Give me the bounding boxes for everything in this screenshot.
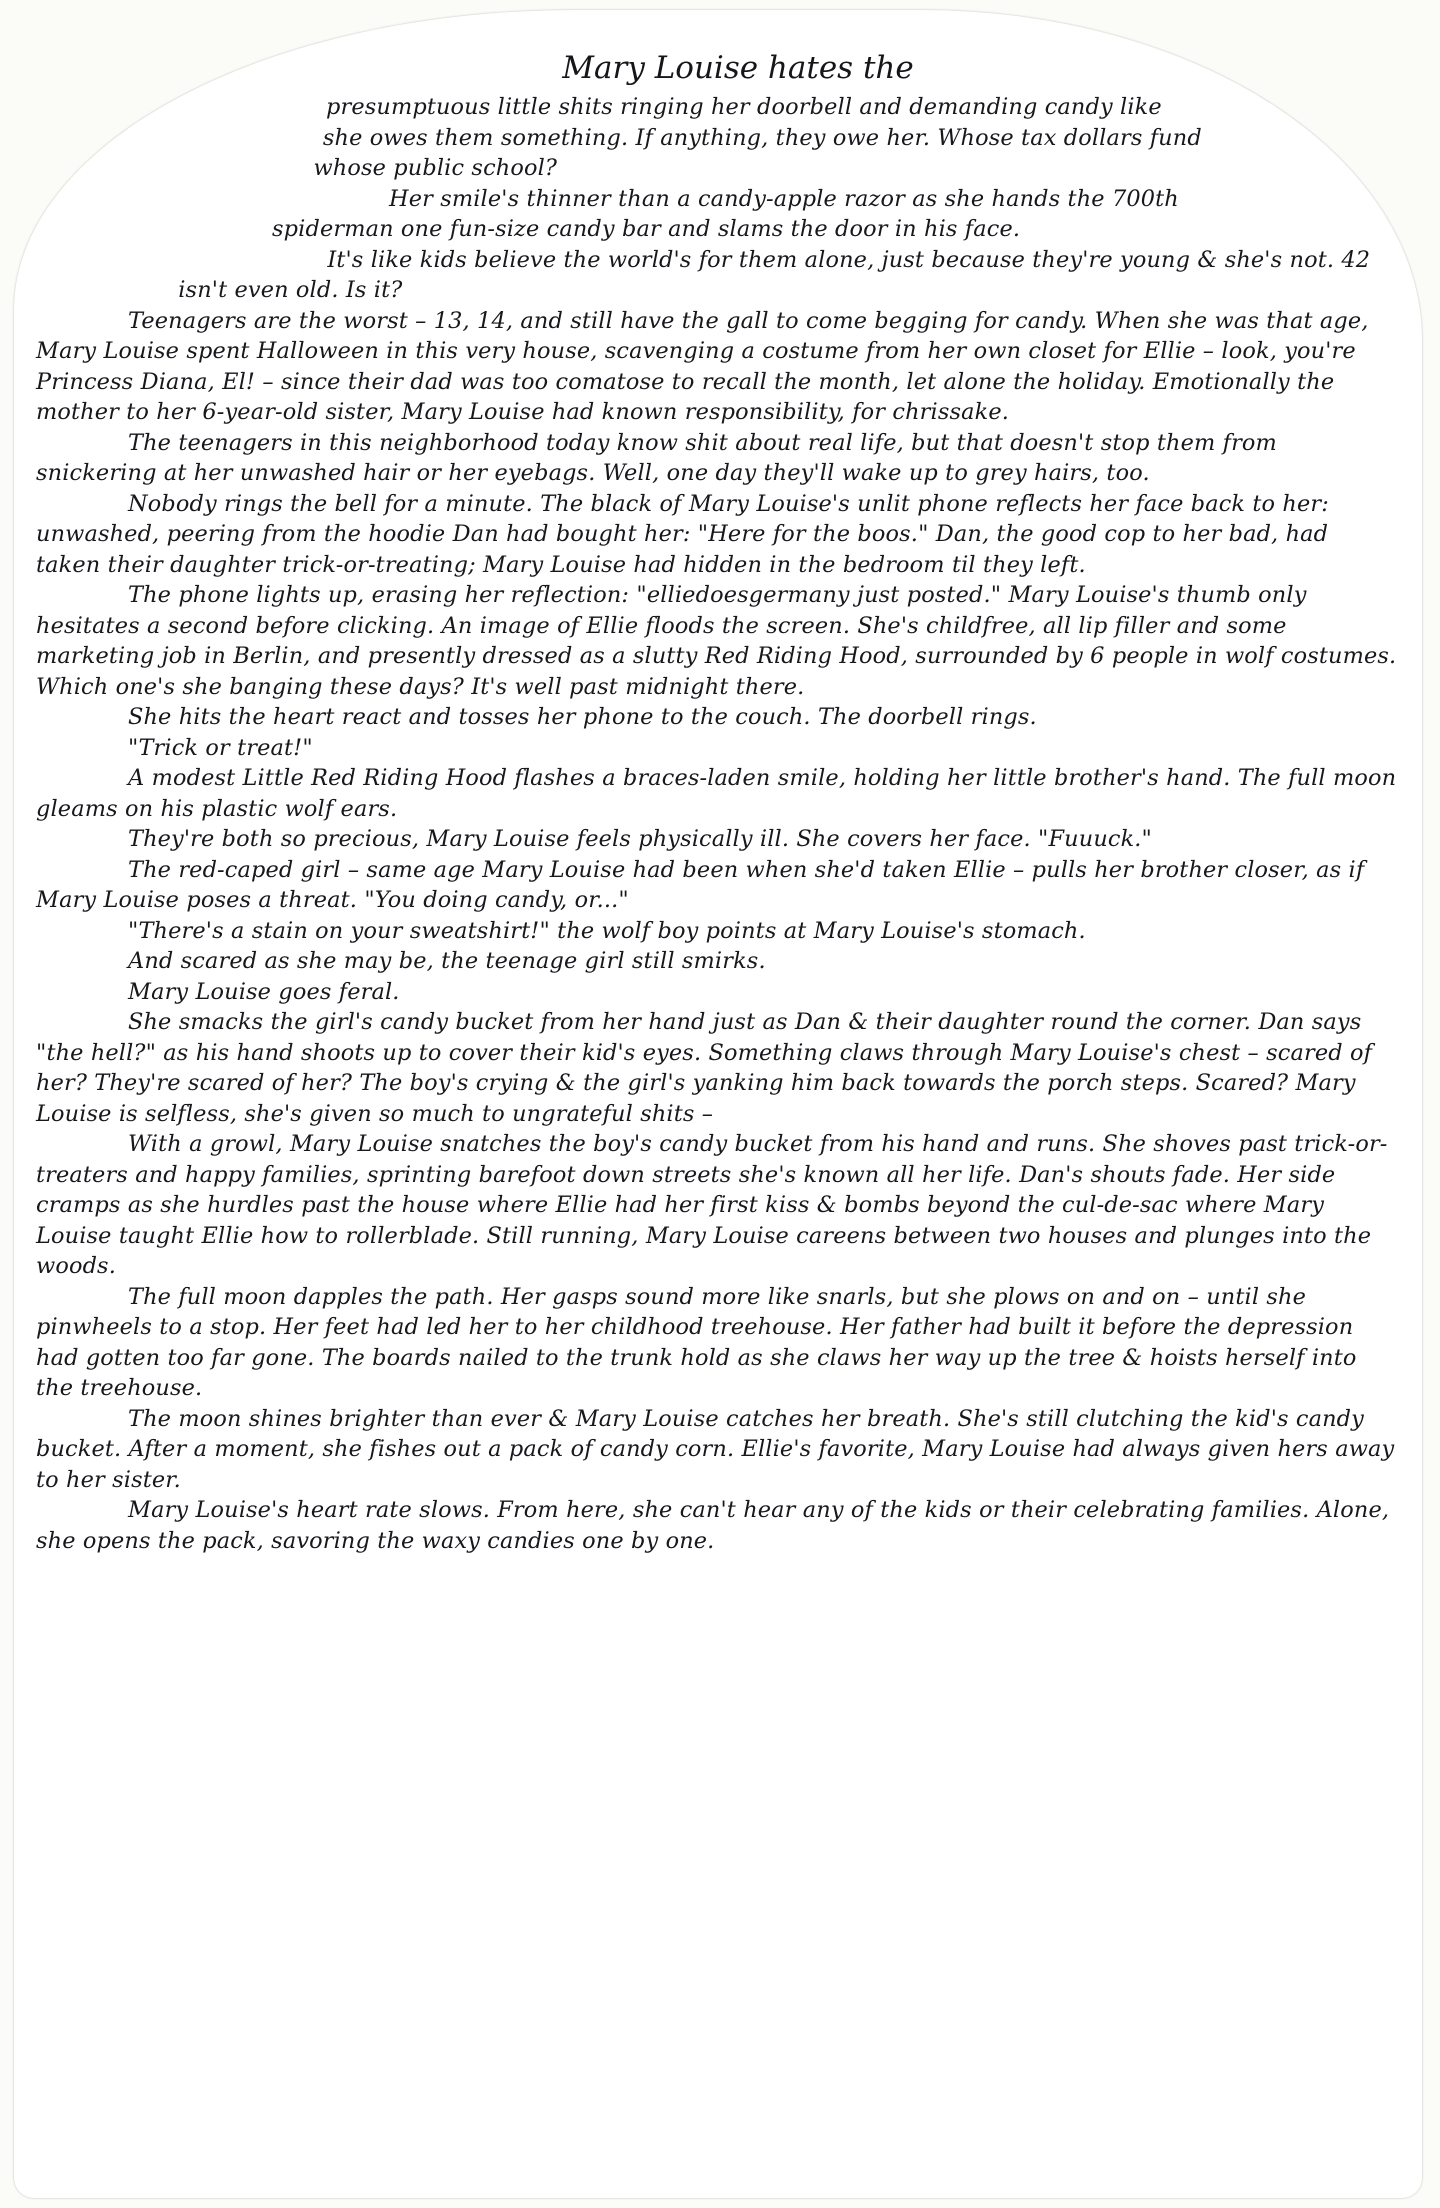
story-paragraph: The teenagers in this neighborhood today know shit about real life, but that doesn't stop them from snickering at her unwashed hair or her eyebags. Well, one day they'll wake up to grey hairs, too.	[36, 429, 1277, 486]
story-paragraph: The phone lights up, erasing her reflection: "elliedoesgermany just posted." Mary Louise's thumb only hesitates a second before clicking. An image of Ellie floods the screen. She's childfree, all lip filler and some marketing job in Berlin, and presently dressed as a slutty Red Riding Hood, surrounded by 6 people in wolf costumes. Which one's she banging these days? It's well past midnight there.	[36, 582, 1397, 700]
story-paragraph: It's like kids believe the world's for them alone, just because they're young & she's not. 42 isn't even old. Is it?	[178, 246, 1371, 303]
page-curve-right	[1208, 92, 1398, 212]
story-paragraph: She hits the heart react and tosses her phone to the couch. The doorbell rings.	[128, 704, 1037, 730]
story-paragraph: A modest Little Red Riding Hood flashes a braces-laden smile, holding her little brother's hand. The full moon gleams on his plastic wolf ears.	[36, 765, 1397, 822]
page-curve-left	[36, 92, 326, 302]
story-paragraph: And scared as she may be, the teenage girl still smirks.	[128, 948, 766, 974]
story-paragraph: Mary Louise goes feral.	[128, 978, 400, 1005]
story-paragraph: "There's a stain on your sweatshirt!" the wolf boy points at Mary Louise's stomach.	[128, 917, 1086, 944]
story-paragraph: They're both so precious, Mary Louise feels physically ill. She covers her face. "Fuuuck."	[128, 826, 1153, 852]
story-card	[14, 10, 1422, 2198]
story-paragraph: Her smile's thinner than a candy-apple razor as she hands the 700th spiderman one fun-size candy bar and slams the door in his face.	[272, 185, 1179, 242]
story-paragraph: Teenagers are the worst – 13, 14, and still have the gall to come begging for candy. When she was that age, Mary Louise spent Halloween in this very house, scavenging a costume from her own closet for Ellie – look, you're Princess Diana, El! – since their dad was too comatose to recall the month, let alone the holiday. Emotionally the mother to her 6-year-old sister, Mary Louise had known responsibility, for chrissake.	[36, 307, 1369, 425]
story-paragraph: "Trick or treat!"	[128, 734, 313, 761]
story-paragraph: With a growl, Mary Louise snatches the boy's candy bucket from his hand and runs. She shoves past trick-or-treaters and happy families, sprinting barefoot down streets she's known all her life. Dan's shouts fade. Her side cramps as she hurdles past the house where Ellie had her first kiss & bombs beyond the cul-de-sac where Mary Louise taught Ellie how to rollerblade. Still running, Mary Louise careens between two houses and plunges into the woods.	[36, 1131, 1388, 1279]
story-paragraph: The red-caped girl – same age Mary Louise had been when she'd taken Ellie – pulls her brother closer, as if Mary Louise poses a threat. "You doing candy, or..."	[36, 856, 1365, 913]
story-body	[36, 92, 1398, 2190]
story-paragraph: Mary Louise's heart rate slows. From here, she can't hear any of the kids or their celebrating families. Alone, she opens the pack, savoring the waxy candies one by one.	[36, 1497, 1390, 1554]
story-paragraph: The full moon dapples the path. Her gasps sound more like snarls, but she plows on and on – until she pinwheels to a stop. Her feet had led her to her childhood treehouse. Her father had built it before the depression had gotten too far gone. The boards nailed to the trunk hold as she claws her way up the tree & hoists herself into the treehouse.	[36, 1283, 1357, 1401]
story-paragraph: presumptuous little shits ringing her doorbell and demanding candy like she owes them something. If anything, they owe her. Whose tax dollars fund whose public school?	[313, 94, 1202, 181]
story-paragraph: She smacks the girl's candy bucket from her hand just as Dan & their daughter round the corner. Dan says "the hell?" as his hand shoots up to cover their kid's eyes. Something claws through Mary Louise's chest – scared of her? They're scared of her? The boy's crying & the girl's yanking him back towards the porch steps. Scared? Mary Louise is selfless, she's given so much to ungrateful shits –	[36, 1009, 1373, 1127]
story-title: Mary Louise hates the	[562, 50, 914, 86]
story-paragraph: Nobody rings the bell for a minute. The black of Mary Louise's unlit phone reflects her face back to her: unwashed, peering from the hoodie Dan had bought her: "Here for the boos." Dan, the good cop to her bad, had taken their daughter trick-or-treating; Mary Louise had hidden in the bedroom til they left.	[36, 490, 1329, 578]
story-paragraph: The moon shines brighter than ever & Mary Louise catches her breath. She's still clutching the kid's candy bucket. After a moment, she fishes out a pack of candy corn. Ellie's favorite, Mary Louise had always given hers away to her sister.	[36, 1405, 1395, 1493]
